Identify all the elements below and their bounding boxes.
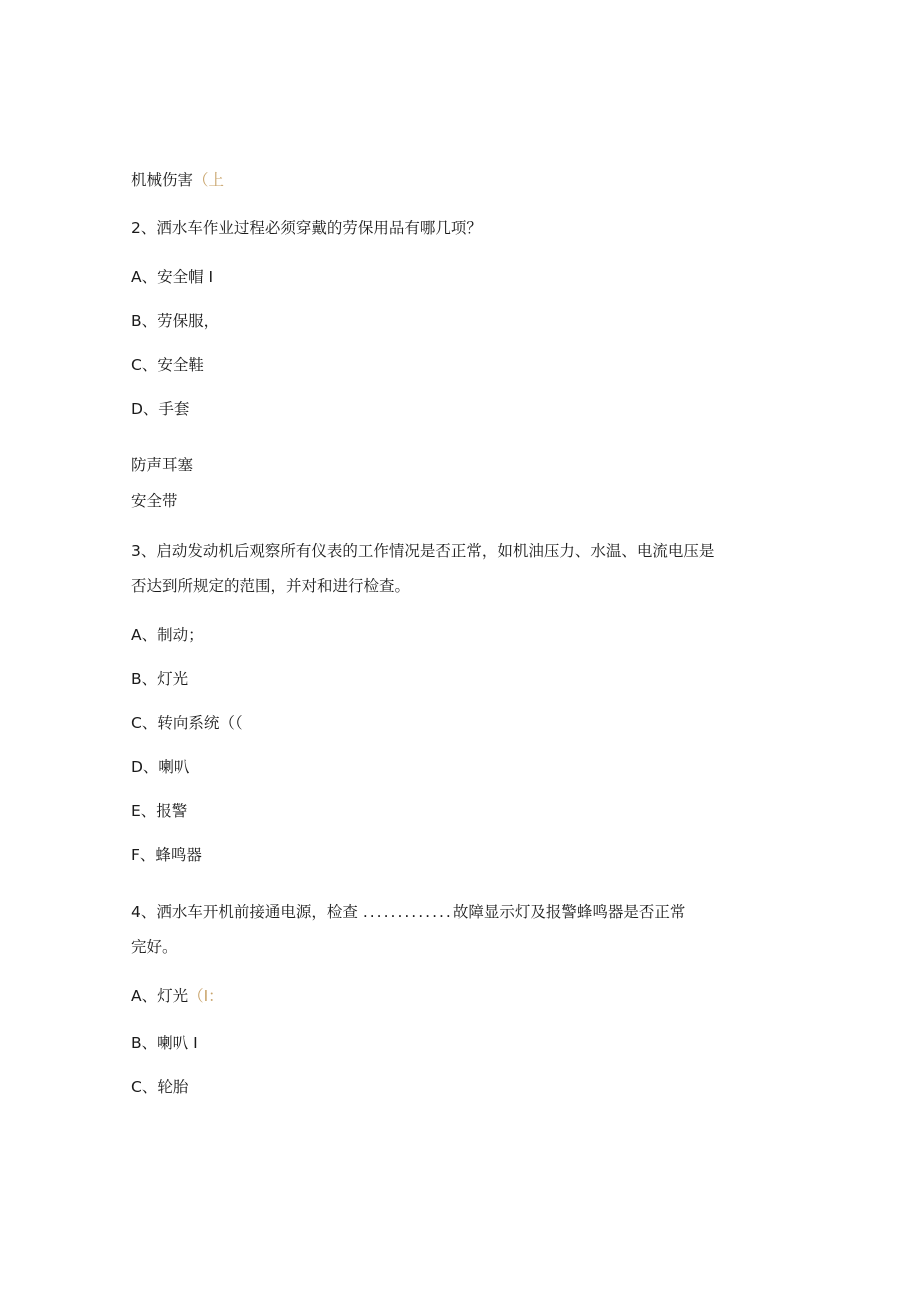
q3-option-d: D、喇叭 xyxy=(131,758,190,776)
option-mark: I xyxy=(193,1034,198,1052)
option-mark: （I： xyxy=(188,987,224,1005)
q4-text-end: 故障显示灯及报警蜂鸣器是否正常 xyxy=(452,903,686,921)
q4-leader-dots: ............. xyxy=(362,903,453,921)
question-4-line-2: 完好。 xyxy=(131,938,178,956)
q4-option-c: C、轮胎 xyxy=(131,1078,189,1096)
answer-fragment xyxy=(131,170,224,190)
option-label: A、灯光 xyxy=(131,987,189,1005)
question-3-line-1: 3、启动发动机后观察所有仪表的工作情况是否正常，如机油压力、水温、电流电压是 xyxy=(131,542,715,560)
q3-option-c: C、转向系统（（ xyxy=(131,714,243,732)
q4-text-start: 4、洒水车开机前接通电源，检查 xyxy=(131,903,358,921)
option-label: A、安全帽 xyxy=(131,268,204,286)
q2-option-b: B、劳保服， xyxy=(131,312,220,330)
question-3-line-2: 否达到所规定的范围，并对和进行检查。 xyxy=(131,577,411,595)
option-label: B、喇叭 xyxy=(131,1034,189,1052)
q2-option-c: C、安全鞋 xyxy=(131,356,204,374)
option-mark: I xyxy=(208,268,214,286)
q3-option-a: A、制动； xyxy=(131,626,204,644)
q3-option-b: B、灯光 xyxy=(131,670,189,688)
q2-extra-item: 安全带 xyxy=(131,492,178,510)
q2-extra-item: 防声耳塞 xyxy=(131,456,194,474)
q4-option-b xyxy=(131,1033,198,1053)
q2-option-a xyxy=(131,267,213,287)
q3-option-f: F、蜂鸣器 xyxy=(131,846,202,864)
question-4-line-1 xyxy=(131,902,685,922)
fragment-text: 机械伤害 xyxy=(131,171,194,189)
question-2: 2、洒水车作业过程必须穿戴的劳保用品有哪几项？ xyxy=(131,219,482,237)
fragment-mark: （上 xyxy=(193,171,225,189)
q3-option-e: E、报警 xyxy=(131,802,188,820)
q2-option-d: D、手套 xyxy=(131,400,190,418)
q4-option-a xyxy=(131,986,224,1006)
